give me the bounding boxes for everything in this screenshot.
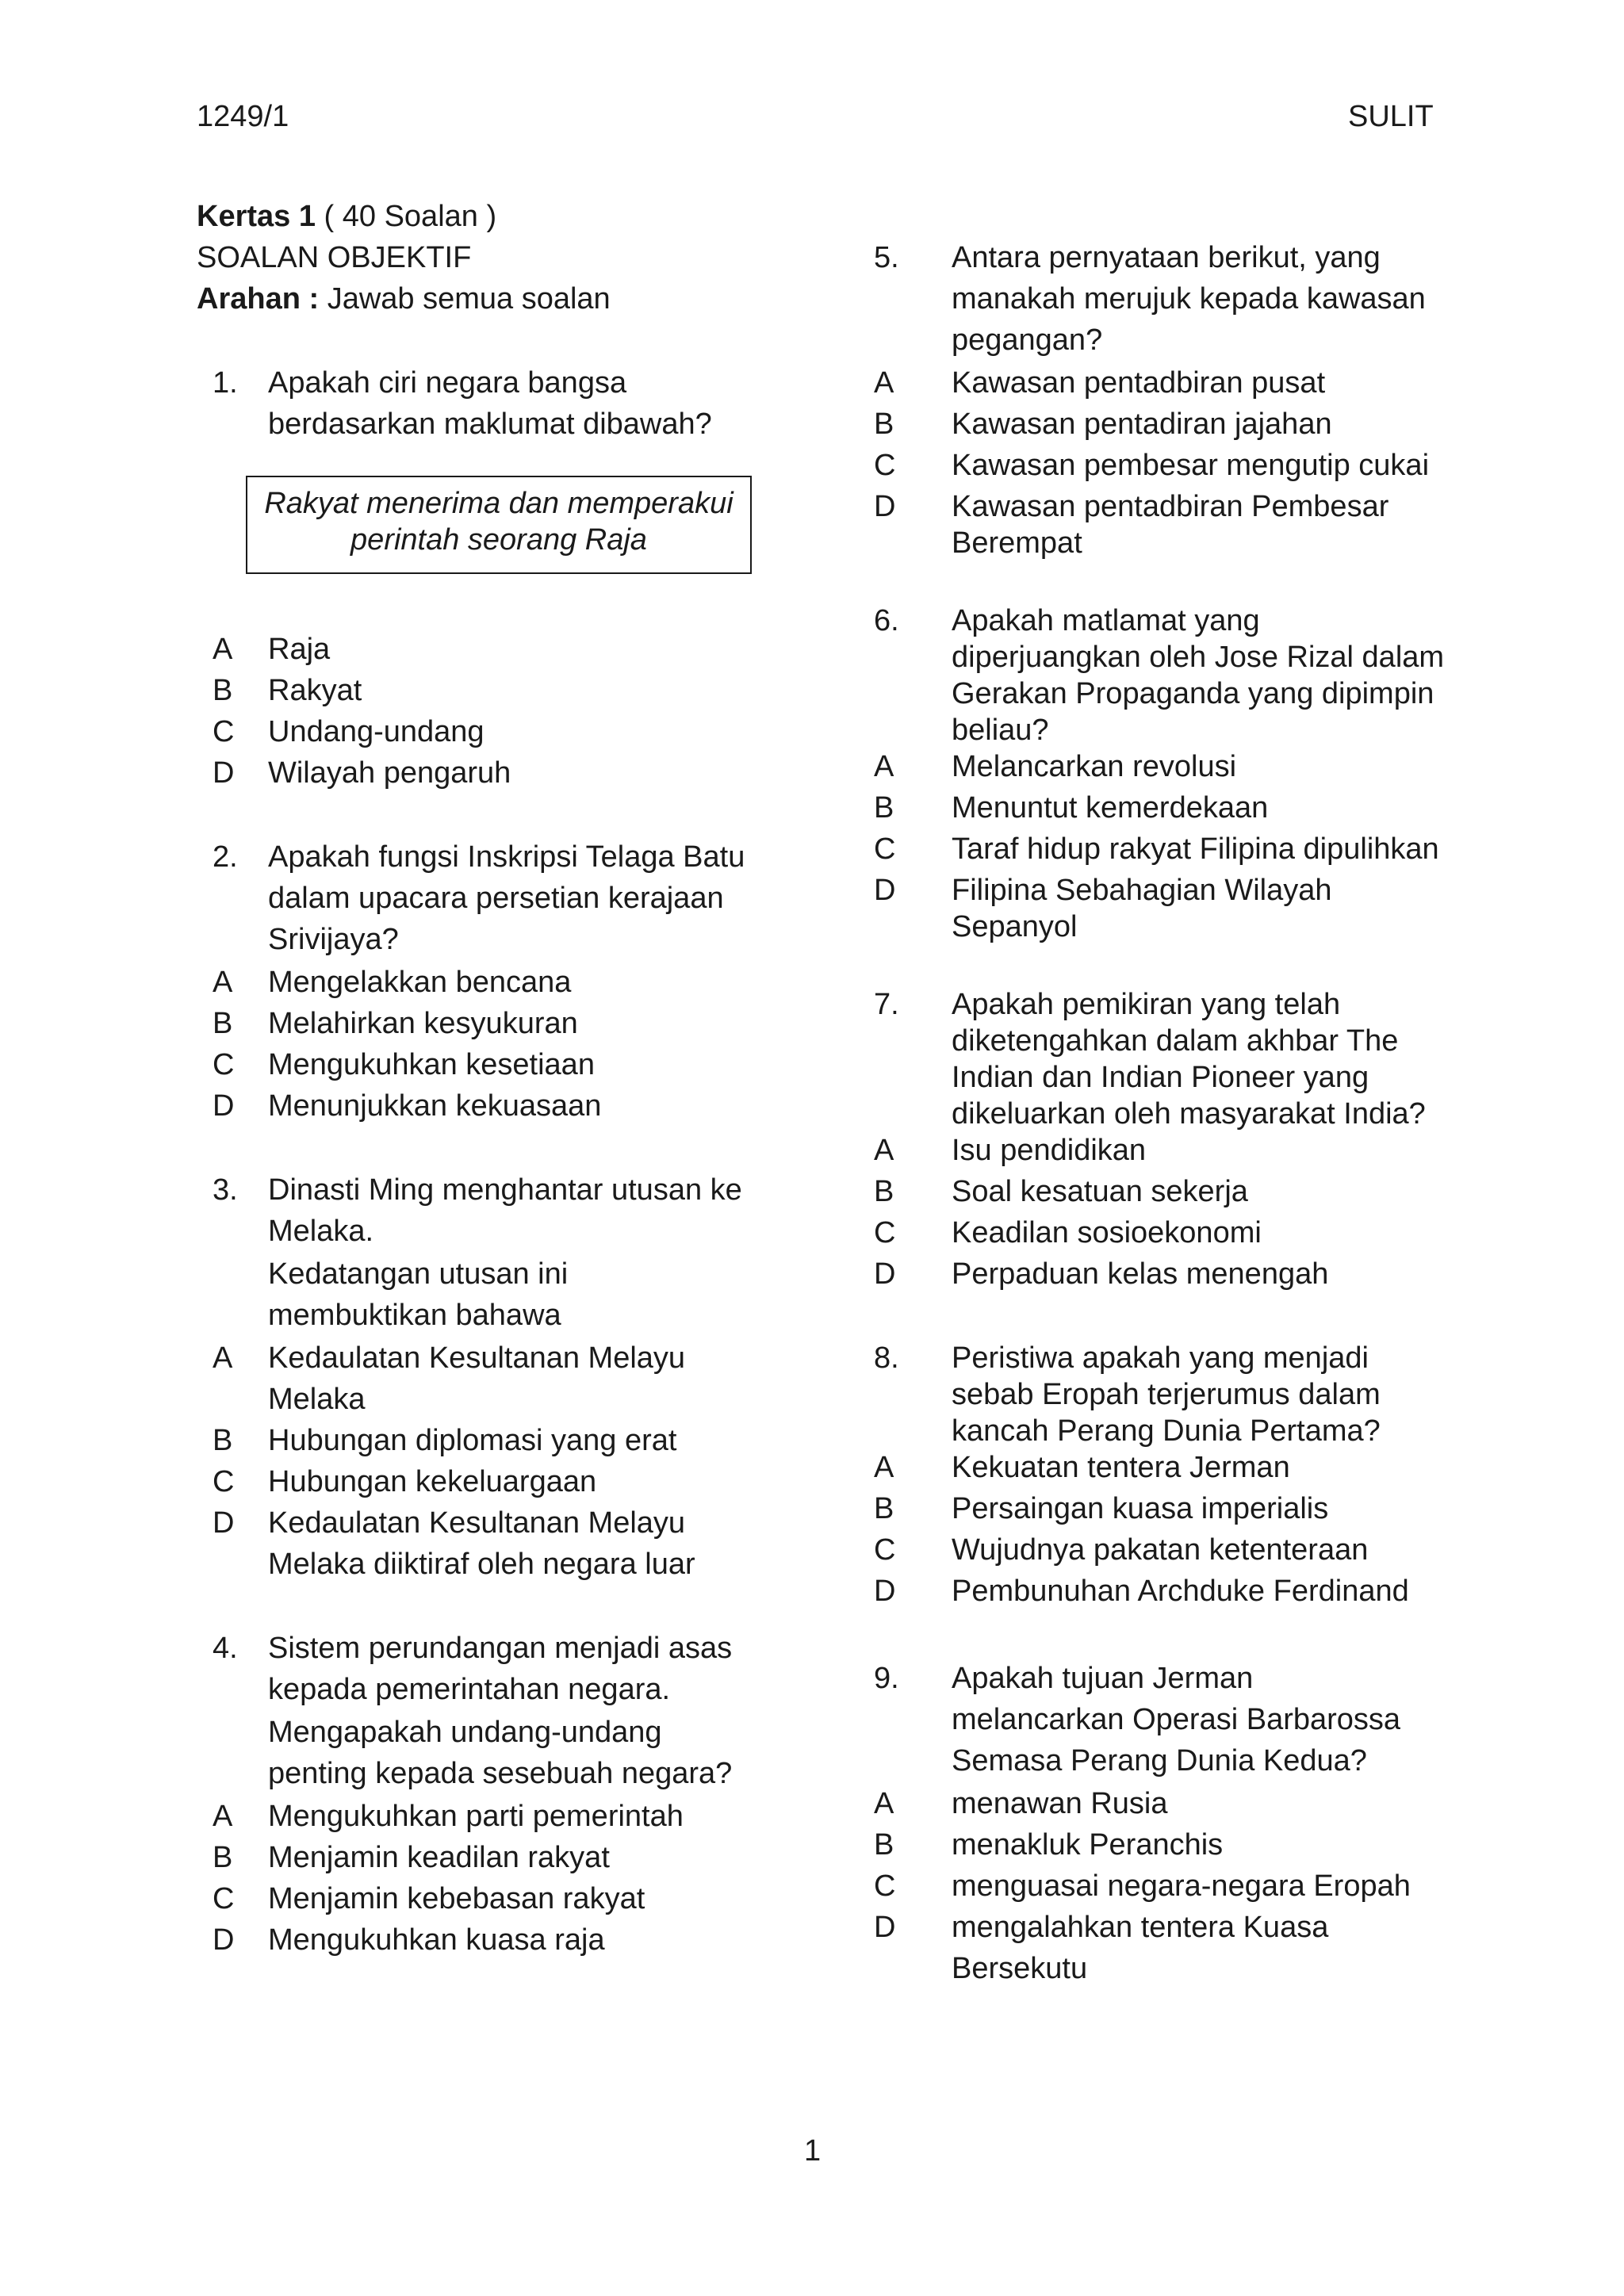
question-1-number: 1. [213, 366, 238, 400]
option-text: Raja [268, 633, 331, 666]
option-text: Mengukuhkan kesetiaan [268, 1048, 595, 1081]
option-letter: C [213, 715, 235, 748]
question-7-line: diketengahkan dalam akhbar The [952, 1024, 1399, 1058]
option-letter: B [213, 1424, 233, 1457]
option-text: Kedaulatan Kesultanan Melayu [268, 1506, 686, 1540]
option-text: Rakyat [268, 674, 362, 707]
question-4-line: kepada pemerintahan negara. [268, 1673, 671, 1706]
question-2-number: 2. [213, 840, 238, 874]
option-letter: C [874, 1533, 896, 1567]
question-9-line: Apakah tujuan Jerman [952, 1662, 1254, 1695]
question-6-line: diperjuangkan oleh Jose Rizal dalam [952, 641, 1445, 674]
option-letter: D [874, 1575, 896, 1608]
question-count: ( 40 Soalan ) [315, 200, 497, 233]
option-text: Menuntut kemerdekaan [952, 791, 1269, 825]
option-text: Kawasan pembesar mengutip cukai [952, 449, 1430, 482]
option-text: Mengelakkan bencana [268, 966, 572, 999]
option-letter: B [874, 408, 894, 441]
option-text: Wujudnya pakatan ketenteraan [952, 1533, 1369, 1567]
option-letter: B [874, 791, 894, 825]
question-3-line: Kedatangan utusan ini [268, 1257, 569, 1291]
option-letter: A [213, 1341, 233, 1375]
info-box-line: Rakyat menerima dan memperakui [264, 487, 733, 520]
option-letter: D [213, 1506, 235, 1540]
option-letter: A [874, 1451, 894, 1484]
option-letter: A [874, 750, 894, 783]
question-8-line: sebab Eropah terjerumus dalam [952, 1378, 1381, 1411]
question-3-line: Dinasti Ming menghantar utusan ke [268, 1173, 742, 1207]
question-4-line: Mengapakah undang-undang [268, 1716, 662, 1749]
question-3-line: membuktikan bahawa [268, 1299, 561, 1332]
option-text: Mengukuhkan kuasa raja [268, 1923, 605, 1957]
option-text: menakluk Peranchis [952, 1828, 1224, 1862]
question-2-line: Srivijaya? [268, 923, 399, 956]
question-8-line: kancah Perang Dunia Pertama? [952, 1414, 1381, 1448]
question-4-number: 4. [213, 1632, 238, 1665]
option-letter: C [874, 449, 896, 482]
option-text: Menunjukkan kekuasaan [268, 1089, 602, 1123]
option-letter: B [213, 674, 233, 707]
instruction [197, 282, 611, 316]
question-6-number: 6. [874, 604, 899, 637]
option-text: Taraf hidup rakyat Filipina dipulihkan [952, 832, 1439, 866]
option-text: Wilayah pengaruh [268, 756, 511, 790]
instruction-label: Arahan : [197, 282, 320, 316]
option-text: Melancarkan revolusi [952, 750, 1237, 783]
question-1-info-box [246, 476, 752, 574]
question-6-line: Apakah matlamat yang [952, 604, 1260, 637]
option-text: menawan Rusia [952, 1787, 1168, 1820]
option-text: Berempat [952, 526, 1082, 560]
option-letter: A [213, 633, 233, 666]
option-letter: A [874, 1787, 894, 1820]
option-letter: D [213, 1923, 235, 1957]
question-5-number: 5. [874, 241, 899, 274]
option-letter: A [874, 1134, 894, 1167]
question-9-number: 9. [874, 1662, 899, 1695]
paper-label: Kertas 1 [197, 200, 316, 233]
question-7-line: Apakah pemikiran yang telah [952, 988, 1341, 1021]
option-letter: A [213, 1800, 233, 1833]
question-1-line: berdasarkan maklumat dibawah? [268, 408, 712, 441]
paper-title [197, 200, 496, 234]
question-1-line: Apakah ciri negara bangsa [268, 366, 627, 400]
option-letter: C [874, 1216, 896, 1249]
question-3-line: Melaka. [268, 1215, 374, 1248]
option-letter: B [874, 1828, 894, 1862]
instruction-text: Jawab semua soalan [319, 282, 611, 316]
question-6-line: Gerakan Propaganda yang dipimpin [952, 677, 1434, 710]
option-text: Keadilan sosioekonomi [952, 1216, 1262, 1249]
option-letter: D [874, 1911, 896, 1944]
option-letter: B [874, 1492, 894, 1525]
option-text: Melaka diiktiraf oleh negara luar [268, 1548, 695, 1581]
option-letter: C [874, 1869, 896, 1903]
question-2-line: Apakah fungsi Inskripsi Telaga Batu [268, 840, 745, 874]
question-9-line: Semasa Perang Dunia Kedua? [952, 1744, 1367, 1777]
option-letter: C [213, 1048, 235, 1081]
question-2-line: dalam upacara persetian kerajaan [268, 882, 724, 915]
option-text: Menjamin kebebasan rakyat [268, 1882, 645, 1915]
option-text: Kedaulatan Kesultanan Melayu [268, 1341, 686, 1375]
option-letter: B [874, 1175, 894, 1208]
option-letter: B [213, 1007, 233, 1040]
option-letter: B [213, 1841, 233, 1874]
question-7-number: 7. [874, 988, 899, 1021]
option-letter: D [213, 1089, 235, 1123]
question-7-line: dikeluarkan oleh masyarakat India? [952, 1097, 1426, 1131]
question-8-line: Peristiwa apakah yang menjadi [952, 1341, 1369, 1375]
section-title: SOALAN OBJEKTIF [197, 241, 472, 274]
option-letter: D [874, 874, 896, 907]
question-4-line: Sistem perundangan menjadi asas [268, 1632, 733, 1665]
option-text: Filipina Sebahagian Wilayah [952, 874, 1332, 907]
option-letter: C [213, 1882, 235, 1915]
option-text: Undang-undang [268, 715, 485, 748]
question-9-line: melancarkan Operasi Barbarossa [952, 1703, 1401, 1736]
question-7-line: Indian dan Indian Pioneer yang [952, 1061, 1369, 1094]
option-text: Soal kesatuan sekerja [952, 1175, 1248, 1208]
option-text: Kekuatan tentera Jerman [952, 1451, 1290, 1484]
question-4-line: penting kepada sesebuah negara? [268, 1757, 733, 1790]
option-letter: A [213, 966, 233, 999]
option-text: Hubungan diplomasi yang erat [268, 1424, 677, 1457]
option-letter: C [874, 832, 896, 866]
option-text: Menjamin keadilan rakyat [268, 1841, 610, 1874]
option-letter: D [874, 490, 896, 523]
question-5-line: manakah merujuk kepada kawasan [952, 282, 1426, 316]
option-text: Kawasan pentadbiran pusat [952, 366, 1326, 400]
option-text: Perpaduan kelas menengah [952, 1257, 1329, 1291]
option-text: Pembunuhan Archduke Ferdinand [952, 1575, 1409, 1608]
option-text: mengalahkan tentera Kuasa [952, 1911, 1329, 1944]
option-text: Persaingan kuasa imperialis [952, 1492, 1329, 1525]
option-text: Hubungan kekeluargaan [268, 1465, 597, 1498]
question-6-line: beliau? [952, 714, 1049, 747]
question-5-line: pegangan? [952, 323, 1103, 357]
question-5-line: Antara pernyataan berikut, yang [952, 241, 1381, 274]
option-text: Melahirkan kesyukuran [268, 1007, 578, 1040]
page-number: 1 [804, 2134, 822, 2168]
question-8-number: 8. [874, 1341, 899, 1375]
option-letter: D [874, 1257, 896, 1291]
info-box-line: perintah seorang Raja [350, 523, 647, 557]
option-text: Melaka [268, 1383, 366, 1416]
option-letter: C [213, 1465, 235, 1498]
option-text: Mengukuhkan parti pemerintah [268, 1800, 684, 1833]
option-text: Bersekutu [952, 1952, 1088, 1985]
option-text: Kawasan pentadbiran Pembesar [952, 490, 1389, 523]
classification-label: SULIT [1348, 100, 1434, 133]
option-text: Sepanyol [952, 910, 1078, 943]
question-3-number: 3. [213, 1173, 238, 1207]
option-letter: D [213, 756, 235, 790]
option-text: menguasai negara-negara Eropah [952, 1869, 1411, 1903]
option-letter: A [874, 366, 894, 400]
option-text: Kawasan pentadiran jajahan [952, 408, 1332, 441]
option-text: Isu pendidikan [952, 1134, 1147, 1167]
document-code: 1249/1 [197, 100, 289, 133]
